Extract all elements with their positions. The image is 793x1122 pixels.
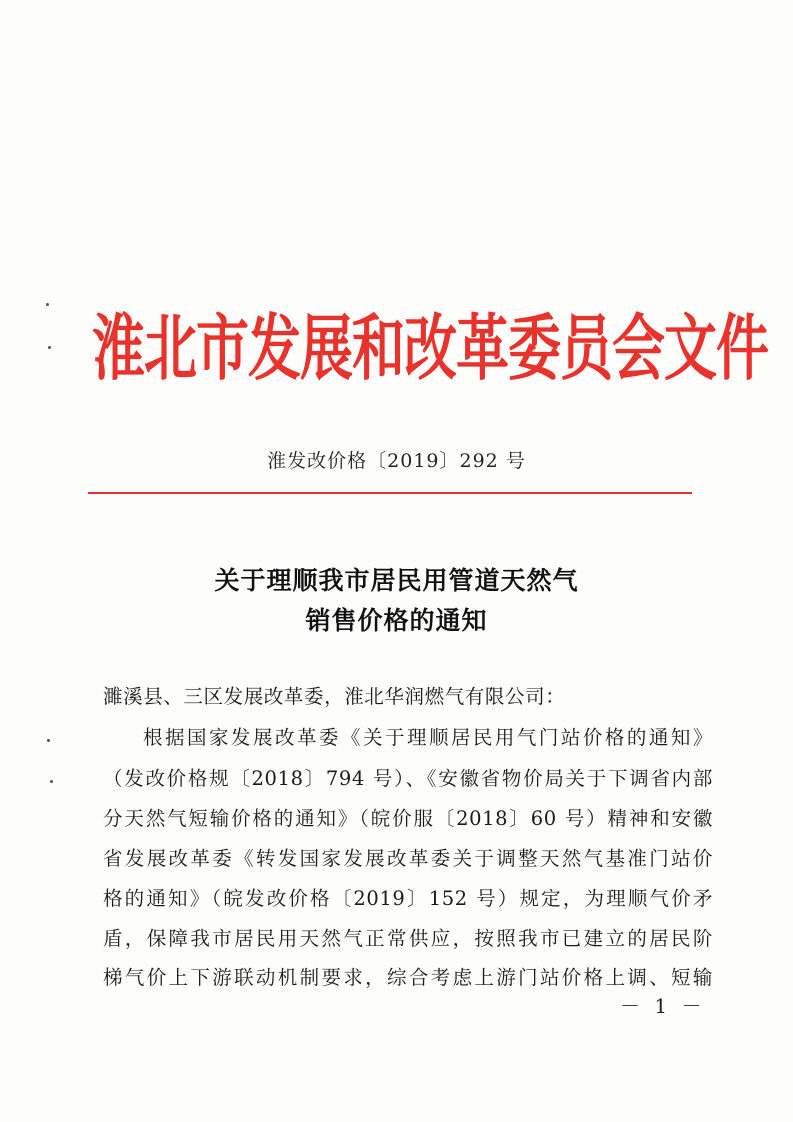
body-line: 分天然气短输价格的通知》（皖价服〔2018〕60 号）精神和安徽	[103, 807, 713, 830]
document-number: 淮发改价格〔2019〕292 号	[267, 450, 526, 472]
body-line: 根据国家发展改革委《关于理顺居民用气门站价格的通知》	[143, 726, 713, 749]
page-number: － 1 －	[620, 994, 706, 1018]
body-line: （发改价格规〔2018〕794 号）、《安徽省物价局关于下调省内部	[103, 767, 713, 790]
scan-speck	[48, 346, 51, 349]
body-line: 格的通知》（皖发改价格〔2019〕152 号）规定，为理顺气价矛	[103, 887, 713, 910]
red-divider-line	[88, 492, 692, 494]
body-line: 省发展改革委《转发国家发展改革委关于调整天然气基准门站价	[103, 847, 713, 870]
notice-title-line-1: 关于理顺我市居民用管道天然气	[214, 566, 579, 595]
body-line: 盾，保障我市居民用天然气正常供应，按照我市已建立的居民阶	[103, 927, 713, 950]
scan-speck	[46, 303, 49, 306]
notice-title-line-2: 销售价格的通知	[305, 606, 488, 635]
salutation: 濉溪县、三区发展改革委，淮北华润燃气有限公司：	[103, 685, 566, 708]
scan-speck	[47, 739, 50, 742]
body-line: 梯气价上下游联动机制要求，综合考虑上游门站价格上调、短输	[103, 966, 713, 989]
document-header-title: 淮北市发展和改革委员会文件	[92, 306, 768, 391]
scan-speck	[50, 780, 53, 783]
